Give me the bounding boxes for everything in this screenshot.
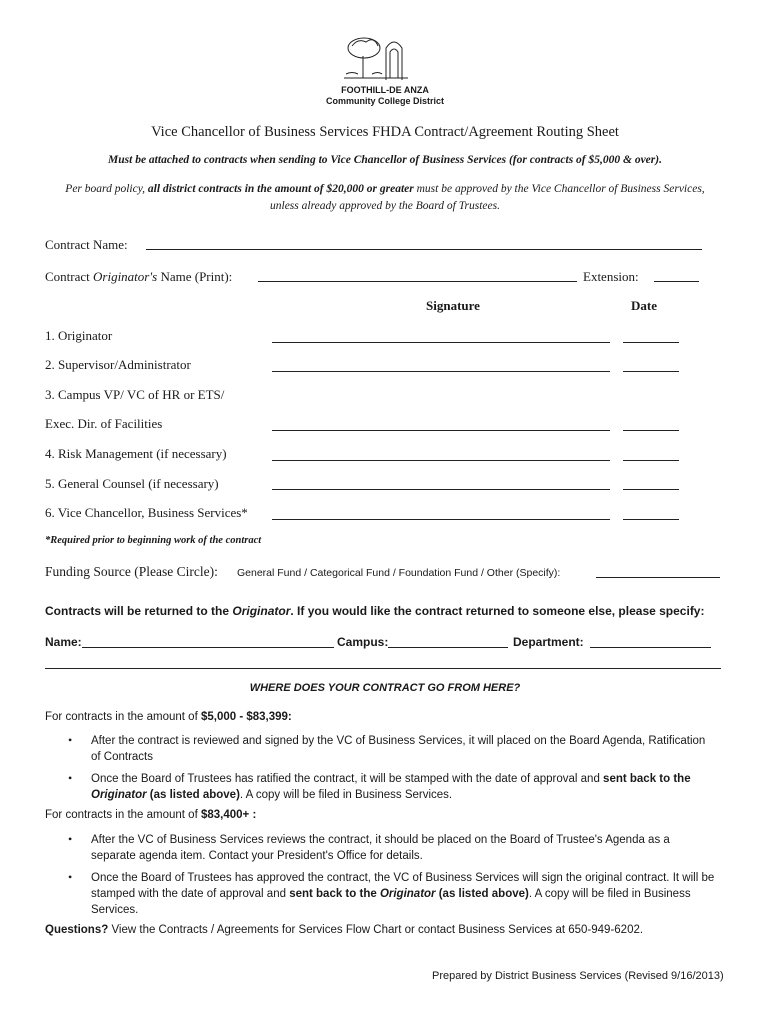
page-title: Vice Chancellor of Business Services FHDA Contract/Agreement Routing Sheet (151, 124, 619, 140)
section-divider (45, 668, 721, 669)
originator-name-label: Contract Originator's Name (Print): (45, 269, 233, 284)
attachment-notice: Must be attached to contracts when sending to Vice Chancellor of Business Services (for contracts of $5,000 & over). (108, 154, 662, 166)
signature-field[interactable] (272, 371, 610, 372)
tier2-heading: For contracts in the amount of $83,400+ : (45, 809, 257, 821)
bullet-icon: • (68, 771, 73, 785)
routing-heading: WHERE DOES YOUR CONTRACT GO FROM HERE? (249, 682, 521, 694)
signature-field[interactable] (272, 342, 610, 343)
questions-line: Questions? View the Contracts / Agreements for Services Flow Chart or contact Business Services at 650-949-6202. (45, 924, 644, 936)
signatory-label: 6. Vice Chancellor, Business Services* (45, 505, 248, 520)
revision-footer: Prepared by District Business Services (Revised 9/16/2013) (432, 970, 724, 982)
signature-column-header: Signature (426, 298, 480, 313)
tier2-bullet-2: Once the Board of Trustees has approved the contract, the VC of Business Services will sign the original contract. It will be stamped with the date of approval and sent back to the Originator (as listed above). A copy will be filed in Business Services. (91, 872, 715, 916)
date-field[interactable] (623, 342, 679, 343)
signature-field[interactable] (272, 460, 610, 461)
district-logo-icon (336, 34, 414, 86)
tier1-bullet-1: After the contract is reviewed and signed by the VC of Business Services, it will placed on the Board Agenda, Ratification of Contracts (91, 735, 706, 763)
tier1-bullet-2: Once the Board of Trustees has ratified the contract, it will be stamped with the date of approval and sent back to the Originator (as listed above). A copy will be filed in Business Services. (91, 773, 691, 801)
return-instructions: Contracts will be returned to the Originator. If you would like the contract returned to someone else, please specify: (45, 604, 705, 618)
signatory-label: 4. Risk Management (if necessary) (45, 446, 227, 461)
org-subtitle: Community College District (325, 96, 444, 106)
date-field[interactable] (623, 489, 679, 490)
signatory-label: 1. Originator (45, 328, 113, 343)
date-field[interactable] (623, 460, 679, 461)
signature-field[interactable] (272, 519, 610, 520)
date-field[interactable] (623, 371, 679, 372)
extension-field[interactable] (654, 281, 699, 282)
date-column-header: Date (631, 298, 657, 313)
board-policy-notice: Per board policy, all district contracts in the amount of $20,000 or greater must be approved by the Vice Chancellor of Business Services, unless already approved by the Board of Trustees. (65, 183, 705, 212)
date-field[interactable] (623, 430, 679, 431)
funding-source-options[interactable]: General Fund / Categorical Fund / Foundation Fund / Other (Specify): (237, 567, 561, 579)
return-department-label: Department: (513, 635, 584, 649)
return-department-field[interactable] (590, 647, 711, 648)
signatory-label: 2. Supervisor/Administrator (45, 357, 191, 372)
bullet-icon: • (68, 870, 73, 884)
signature-field[interactable] (272, 430, 610, 431)
tier1-heading: For contracts in the amount of $5,000 - $83,399: (45, 711, 292, 723)
return-name-field[interactable] (82, 647, 334, 648)
signatory-label: 3. Campus VP/ VC of HR or ETS/ (45, 387, 225, 402)
contract-name-label: Contract Name: (45, 237, 128, 252)
bullet-icon: • (68, 832, 73, 846)
contract-name-field[interactable] (146, 249, 702, 250)
bullet-icon: • (68, 733, 73, 747)
signatory-label: Exec. Dir. of Facilities (45, 416, 163, 431)
return-campus-field[interactable] (388, 647, 508, 648)
return-name-label: Name: (45, 635, 82, 649)
funding-source-label: Funding Source (Please Circle): (45, 564, 218, 579)
signature-field[interactable] (272, 489, 610, 490)
return-campus-label: Campus: (337, 635, 389, 649)
extension-label: Extension: (583, 269, 639, 284)
tier2-bullet-1: After the VC of Business Services reviews the contract, it should be placed on the Board of Trustee's Agenda as a separate agenda item. Contact your President's Office for details. (91, 834, 670, 862)
required-note: *Required prior to beginning work of the contract (45, 535, 262, 546)
date-field[interactable] (623, 519, 679, 520)
funding-other-field[interactable] (596, 577, 720, 578)
originator-name-field[interactable] (258, 281, 577, 282)
org-name: FOOTHILL-DE ANZA (341, 85, 429, 95)
signatory-label: 5. General Counsel (if necessary) (45, 476, 219, 491)
